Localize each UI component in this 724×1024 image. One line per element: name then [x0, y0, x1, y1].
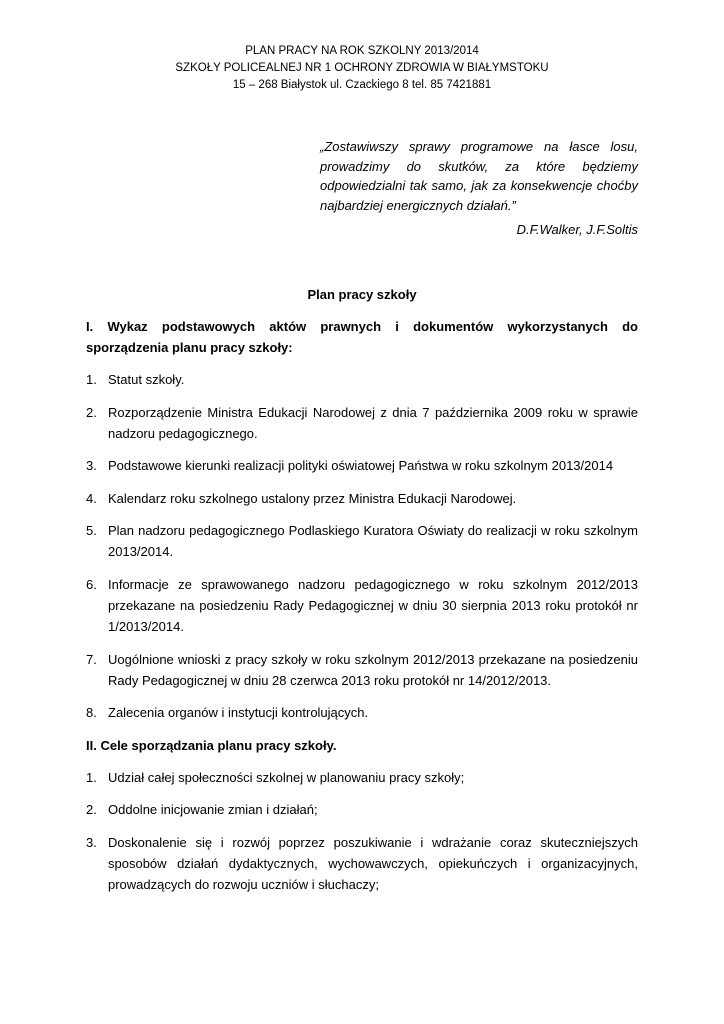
list-item-number: 8.: [86, 705, 97, 721]
page-title: Plan pracy szkoły: [307, 287, 417, 302]
list-item: [86, 702, 638, 723]
list-item-text: Rozporządzenie Ministra Edukacji Narodowej z dnia 7 października 2009 roku w sprawie nadzoru pedagogicznego.: [108, 404, 638, 441]
list-item-number: 3.: [86, 834, 97, 850]
list-item: [86, 455, 638, 476]
list-item-number: 4.: [86, 490, 97, 506]
list-item-text: Informacje ze sprawowanego nadzoru pedagogicznego w roku szkolnym 2012/2013 przekazane na posiedzeniu Rady Pedagogicznej w dniu 30 sierpnia 2013 roku protokół nr 1/2013/2014.: [108, 576, 638, 634]
list-item-number: 3.: [86, 458, 97, 474]
list-item: [86, 488, 638, 509]
list-item: [86, 520, 638, 562]
list-item-number: 1.: [86, 769, 97, 785]
list-item-text: Kalendarz roku szkolnego ustalony przez Ministra Edukacji Narodowej.: [108, 490, 517, 506]
document-header: [0, 43, 724, 94]
section-1-list: [86, 369, 638, 723]
list-item: [86, 402, 638, 444]
list-item-text: Doskonalenie się i rozwój poprzez poszukiwanie i wdrażanie coraz skuteczniejszych sposobów działań dydaktycznych, wychowawczych, opiekuńczych i organizacyjnych, prowadzących do rozwoju uczniów i słuchaczy;: [108, 834, 638, 892]
list-item-text: Statut szkoły.: [108, 372, 185, 387]
header-line-school: SZKOŁY POLICEALNEJ NR 1 OCHRONY ZDROWIA W BIAŁYMSTOKU: [175, 62, 549, 74]
section-2-list: [86, 767, 638, 895]
list-item-text: Plan nadzoru pedagogicznego Podlaskiego Kuratora Oświaty do realizacji w roku szkolnym 2013/2014.: [108, 523, 638, 560]
list-item-number: 5.: [86, 523, 97, 539]
list-item-number: 2.: [86, 802, 97, 818]
motto-quote: „Zostawiwszy sprawy programowe na łasce losu, prowadzimy do skutków, za które będziemy odpowiedzialni tak samo, jak za konsekwencje choćby najbardziej energicznych działań.”: [320, 139, 638, 213]
list-item-text: Oddolne inicjowanie zmian i działań;: [108, 802, 318, 818]
list-item-number: 7.: [86, 651, 97, 667]
list-item-text: Podstawowe kierunki realizacji polityki oświatowej Państwa w roku szkolnym 2013/2014: [108, 458, 614, 474]
list-item: [86, 832, 638, 895]
list-item-number: 6.: [86, 576, 97, 592]
header-line-plan: PLAN PRACY NA ROK SZKOLNY 2013/2014: [245, 45, 479, 57]
section-1-heading: I. Wykaz podstawowych aktów prawnych i dokumentów wykorzystanych do sporządzenia planu pracy szkoły:: [86, 319, 638, 355]
list-item-text: Uogólnione wnioski z pracy szkoły w roku szkolnym 2012/2013 przekazane na posiedzeniu Rady Pedagogicznej w dniu 28 czerwca 2013 roku protokół nr 14/2012/2013.: [108, 651, 638, 688]
list-item: [86, 369, 638, 390]
list-item-text: Udział całej społeczności szkolnej w planowaniu pracy szkoły;: [108, 769, 465, 785]
list-item: [86, 767, 638, 788]
list-item: [86, 649, 638, 691]
list-item: [86, 799, 638, 820]
list-item-number: 2.: [86, 404, 97, 420]
motto-author: D.F.Walker, J.F.Soltis: [516, 222, 638, 237]
section-2-heading: II. Cele sporządzania planu pracy szkoły.: [86, 737, 337, 753]
list-item: [86, 574, 638, 637]
list-item-number: 1.: [86, 372, 97, 387]
list-item-text: Zalecenia organów i instytucji kontrolujących.: [108, 705, 369, 721]
document-body: [86, 316, 638, 907]
header-line-address: 15 – 268 Białystok ul. Czackiego 8 tel. 85 7421881: [232, 79, 492, 91]
